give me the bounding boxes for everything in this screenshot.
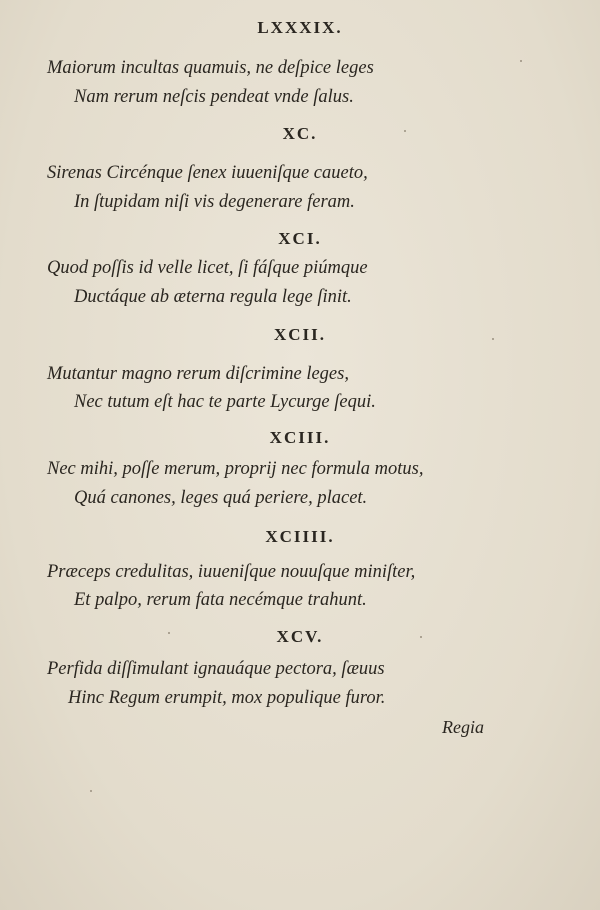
verse-line: Hinc Regum erumpit, mox populique furor. <box>68 688 386 708</box>
verse-line: Mutantur magno rerum diſcrimine leges, <box>47 364 349 384</box>
verse-line: Nam rerum neſcis pendeat vnde ſalus. <box>74 87 354 107</box>
paper-speck <box>520 60 522 62</box>
paper-speck <box>168 632 170 634</box>
verse-line: Maiorum incultas quamuis, ne deſpice leges <box>47 58 374 78</box>
paper-speck <box>90 790 92 792</box>
epigram-number: XCIIII. <box>265 527 335 546</box>
verse-line: Et palpo, rerum fata necémque trahunt. <box>74 590 367 610</box>
verse-line: Ductáque ab æterna regula lege ſinit. <box>74 287 352 307</box>
verse-line: Quá canones, leges quá periere, placet. <box>74 488 368 508</box>
epigram-number: LXXXIX. <box>257 18 343 37</box>
paper-speck <box>492 338 494 340</box>
verse-line: Sirenas Circénque ſenex iuueniſque caueto, <box>47 163 368 183</box>
verse-line: Nec tutum eſt hac te parte Lycurge ſequi. <box>74 392 376 412</box>
epigram-number: XCII. <box>273 325 327 344</box>
verse-line: Præceps credulitas, iuueniſque nouuſque miniſter, <box>47 562 416 582</box>
verse-line: Nec mihi, poſſe merum, proprij nec formula motus, <box>47 459 424 479</box>
epigram-number: XCIII. <box>269 428 331 447</box>
epigram-number: XCV. <box>276 627 324 646</box>
verse-line: In ſtupidam niſi vis degenerare feram. <box>74 192 355 212</box>
epigram-number: XC. <box>282 124 318 143</box>
epigram-number: XCI. <box>278 229 322 248</box>
paper-speck <box>420 636 422 638</box>
verse-line: Perfida diſſimulant ignauáque pectora, ſæuus <box>47 659 385 679</box>
verse-line: Quod poſſis id velle licet, ſi fáſque piúmque <box>47 258 368 278</box>
catchword: Regia <box>442 717 484 737</box>
paper-speck <box>404 130 406 132</box>
